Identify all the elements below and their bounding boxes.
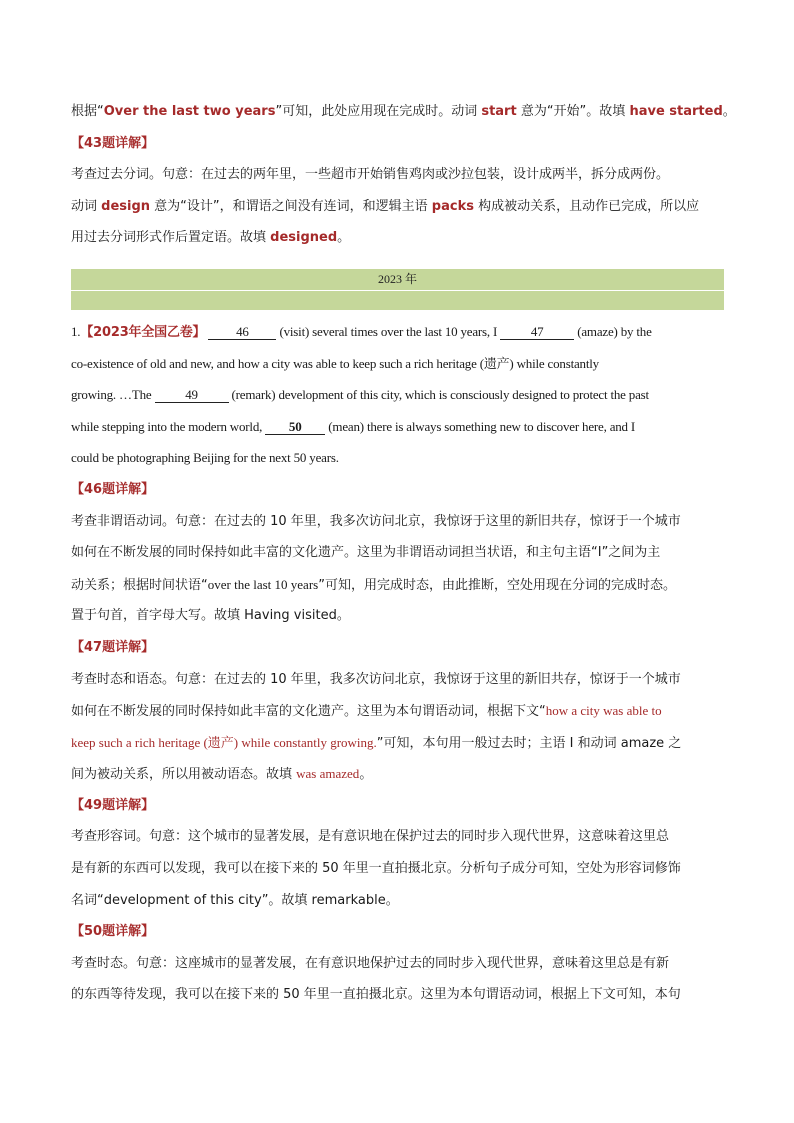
explanation-line: 置于句首，首字母大写。故填 Having visited。 (71, 608, 350, 624)
exam-source-tag: 【2023年全国乙卷】 (80, 324, 206, 340)
explanation-line: 用过去分词形式作后置定语。故填 designed。 (71, 230, 351, 246)
section-heading-47: 【47题详解】 (71, 639, 155, 655)
explanation-line: 考查时态和语态。句意：在过去的 10 年里，我多次访问北京，我惊讶于这里的新旧共存，惊讶于一个城市 (71, 671, 681, 687)
blank-49: 49 (155, 388, 229, 403)
explanation-line: 是有新的东西可以发现，我可以在接下来的 50 年里一直拍摄北京。分析句子成分可知，空处为形容词修饰 (71, 861, 681, 877)
blank-47: 47 (500, 325, 574, 340)
explanation-line: 的东西等待发现，我可以在接下来的 50 年里一直拍摄北京。这里为本句谓语动词，根据上下文可知，本句 (71, 987, 681, 1003)
explanation-line: 名词“development of this city”。故填 remarkable。 (71, 892, 399, 908)
explanation-line: 考查时态。句意：这座城市的显著发展，在有意识地保护过去的同时步入现代世界，意味着这里总是有新 (71, 955, 670, 971)
section-heading-46: 【46题详解】 (71, 481, 155, 497)
explanation-line: 考查过去分词。句意：在过去的两年里，一些超市开始销售鸡肉或沙拉包装，设计成两半，拆分成两份。 (71, 167, 670, 183)
explanation-line: 动关系；根据时间状语“over the last 10 years”可知，用完成时态，由此推断，空处用现在分词的完成时态。 (71, 576, 676, 593)
section-heading-50: 【50题详解】 (71, 924, 155, 940)
year-section-bar (71, 269, 724, 310)
year-bar-spacer (71, 291, 724, 310)
blank-46: 46 (208, 325, 276, 340)
question-line: 1.【2023年全国乙卷】 46 (visit) several times over the last 10 years, I 47 (amaze) by the (71, 323, 652, 340)
explanation-line: 考查非谓语动词。句意：在过去的 10 年里，我多次访问北京，我惊讶于这里的新旧共存，惊讶于一个城市 (71, 513, 681, 529)
section-heading-49: 【49题详解】 (71, 797, 155, 813)
year-label: 2023 年 (71, 269, 724, 291)
explanation-line: 动词 design 意为“设计”，和谓语之间没有连词，和逻辑主语 packs 构成被动关系，且动作已完成，所以应 (71, 198, 700, 214)
explanation-line: 间为被动关系，所以用被动语态。故填 was amazed。 (71, 766, 373, 783)
explanation-line: 考查形容词。句意：这个城市的显著发展，是有意识地在保护过去的同时步入现代世界，这意味着这里总 (71, 829, 670, 845)
blank-50: 50 (265, 420, 325, 435)
explanation-line: 如何在不断发展的同时保持如此丰富的文化遗产。这里为非谓语动词担当状语，和主句主语“I”之间为主 (71, 545, 661, 561)
explanation-line: 根据“Over the last two years”可知，此处应用现在完成时。动词 start 意为“开始”。故填 have started。 (71, 104, 736, 119)
explanation-line: 如何在不断发展的同时保持如此丰富的文化遗产。这里为本句谓语动词，根据下文“how a city was able to (71, 703, 662, 720)
section-heading-43: 【43题详解】 (71, 135, 155, 151)
question-line: co-existence of old and new, and how a city was able to keep such a rich heritage (遗产) while constantly (71, 355, 599, 371)
document-page (71, 96, 736, 1011)
explanation-line: keep such a rich heritage (遗产) while constantly growing.”可知，本句用一般过去时；主语 I 和动词 amaze 之 (71, 734, 682, 751)
question-line: while stepping into the modern world, 50 (mean) there is always something new to discover here, and I (71, 418, 636, 434)
question-line: could be photographing Beijing for the next 50 years. (71, 450, 339, 466)
question-line: growing. …The 49 (remark) development of this city, which is consciously designed to protect the past (71, 387, 649, 403)
